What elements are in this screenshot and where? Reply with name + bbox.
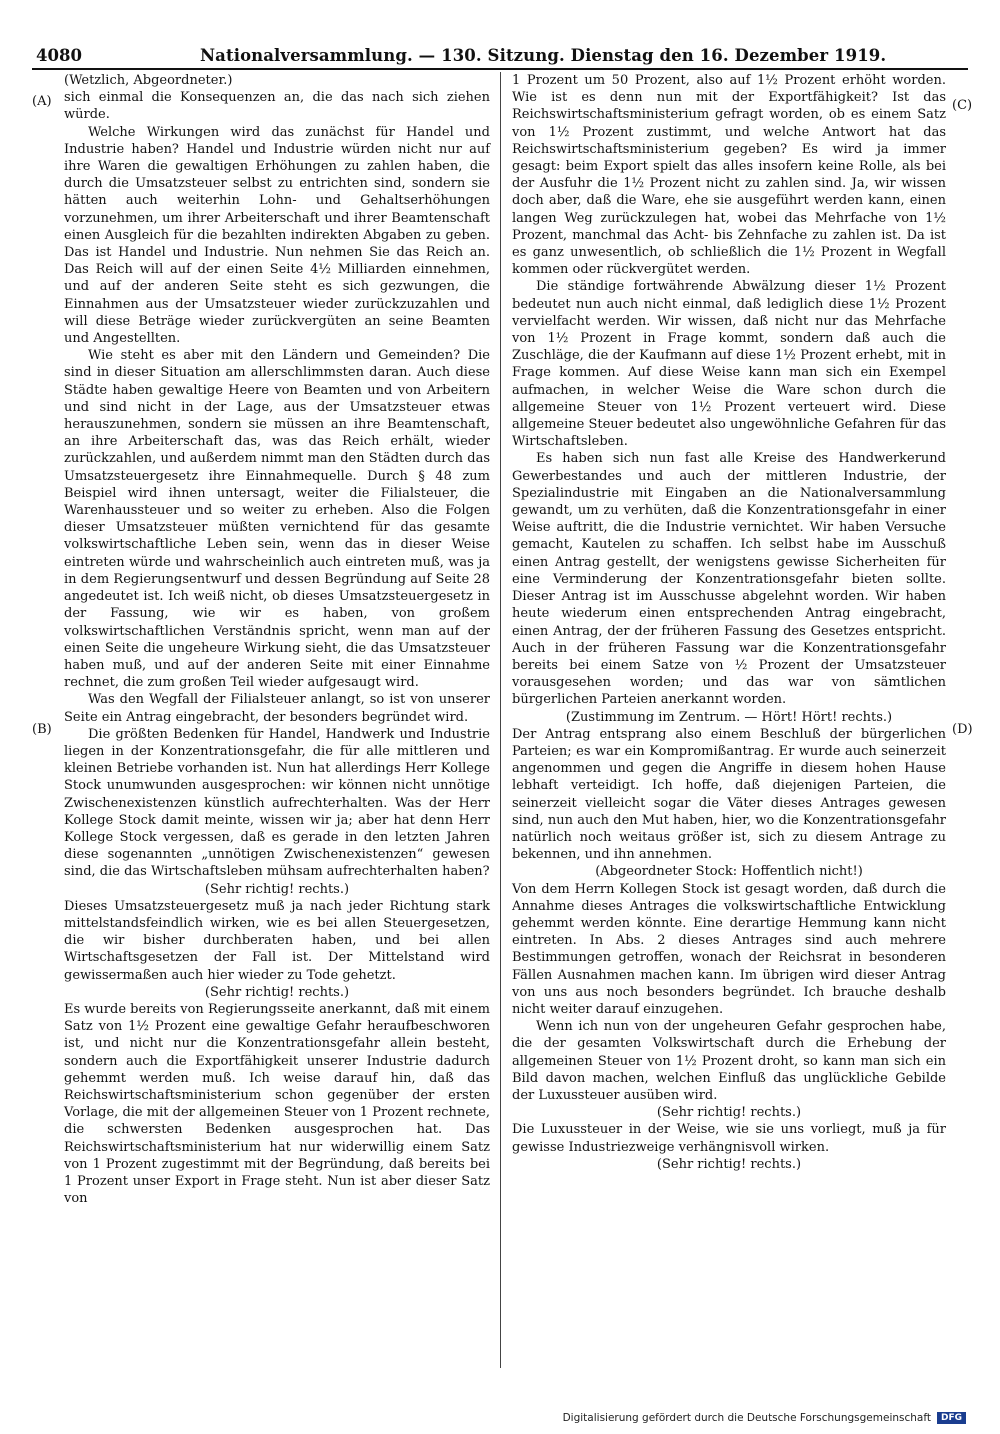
right-column — [512, 72, 946, 1173]
column-divider — [500, 72, 501, 1368]
running-title: Nationalversammlung. — 130. Sitzung. Dienstag den 16. Dezember 1919. — [200, 46, 887, 65]
paragraph: Wie steht es aber mit den Ländern und Gemeinden? Die sind in dieser Situation am allerschlimmsten daran. Auch diese Städte haben gewaltige Heere von Beamten und von Arbeitern und sind nicht in der Lage, aus der Umsatzsteuer etwas herauszunehmen, sondern sie müssen an ihre Beamtenschaft, an ihre Arbeiterschaft das, was das Reich erhält, wieder zurückzahlen, und außerdem nimmt man den Städten durch das Umsatzsteuergesetz ihre Einnahmequelle. Durch § 48 zum Beispiel wird ihnen untersagt, weiter die Filialsteuer, die Warenhaussteuer und so weiter zu erheben. Also die Folgen dieser Umsatzsteuer müßten vernichtend für das gesamte volkswirtschaftliche Leben sein, wenn das in dieser Weise eintreten würde und wahrscheinlich auch eintreten muß, was ja in dem Regierungsentwurf und dessen Begründung auf Seite 28 angedeutet ist. Ich weiß nicht, ob dieses Umsatzsteuergesetz in der Fassung, wie wir es haben, von großem volkswirtschaftlichen Verständnis spricht, wenn man auf der einen Seite die ungeheure Wirkung sieht, die das Umsatzsteuer haben muß, und auf der anderen Seite mit einer Einnahme rechnet, die zum großen Teil wieder aufgesaugt wird. — [64, 348, 490, 691]
interjection: (Sehr richtig! rechts.) — [204, 881, 350, 897]
margin-marker-d: (D) — [952, 722, 973, 737]
paragraph: Dieses Umsatzsteuergesetz muß ja nach jeder Richtung stark mittelstandsfeindlich wirken, wie es bei allen Steuergesetzen, die wir bisher durchberaten haben, und bei allen Wirtschaftsgesetzen der Fall ist. Der Mittelstand wird gewissermaßen auch hier wieder zu Tode gehetzt. — [64, 898, 490, 983]
paragraph: Wenn ich nun von der ungeheuren Gefahr gesprochen habe, die der gesamten Volkswirtschaft durch die Erhebung der allgemeinen Steuer von 1½ Prozent droht, so kann man sich ein Bild davon machen, welchen Einfluß das unglückliche Gebilde der Luxussteuer ausüben wird. — [512, 1019, 946, 1103]
left-column — [64, 72, 490, 1207]
page-header — [32, 44, 968, 70]
margin-marker-b: (B) — [32, 722, 52, 737]
paragraph: Es wurde bereits von Regierungsseite anerkannt, daß mit einem Satz von 1½ Prozent eine gewaltige Gefahr heraufbeschworen ist, und nicht nur die Konzentrationsgefahr allein besteht, sondern auch die Exportfähigkeit unserer Industrie dadurch gehemmt werden muß. Ich weise darauf hin, daß das Reichswirtschaftsministerium schon gegenüber der ersten Vorlage, die mit der allgemeinen Steuer von 1 Prozent rechnete, die schwersten Bedenken ausgesprochen hat. Das Reichswirtschaftsministerium hat nur widerwillig einem Satz von 1 Prozent zugestimmt mit der Begründung, daß bereits bei 1 Prozent unser Export in Frage steht. Nun ist aber dieser Satz von — [64, 1001, 490, 1207]
interjection: (Sehr richtig! rechts.) — [204, 984, 350, 1000]
interjection: (Abgeordneter Stock: Hoffentlich nicht!) — [595, 864, 863, 880]
paragraph: 1 Prozent um 50 Prozent, also auf 1½ Prozent erhöht worden. Wie ist es denn nun mit der Exportfähigkeit? Ist das Reichswirtschaftsministerium gefragt worden, ob es einem Satz von 1½ Prozent zustimmt, und welche Antwort hat das Reichswirtschaftsministerium gegeben? Es wird ja immer gesagt: beim Export spielt das alles insofern keine Rolle, als bei der Ausfuhr die 1½ Prozent nicht zu zahlen sind. Ja, wir wissen doch aber, daß die Ware, ehe sie ausgeführt werden kann, einen langen Weg zurückzulegen hat, wobei das Mehrfache von 1½ Prozent, manchmal das Acht- bis Zehnfache zu zahlen ist. Da ist es ganz unwesentlich, ob schließlich die 1½ Prozent in Wegfall kommen oder rückvergütet werden. — [512, 73, 946, 278]
interjection: (Sehr richtig! rechts.) — [656, 1156, 802, 1172]
paragraph: sich einmal die Konsequenzen an, die das nach sich ziehen würde. — [64, 90, 490, 123]
interjection: (Zustimmung im Zentrum. — Hört! Hört! rechts.) — [565, 709, 893, 725]
margin-marker-c: (C) — [952, 98, 973, 113]
dfg-logo-icon: DFG — [937, 1412, 966, 1424]
paragraph: Was den Wegfall der Filialsteuer anlangt, so ist von unserer Seite ein Antrag eingebracht, der besonders begründet wird. — [64, 692, 490, 725]
footer-credit: Digitalisierung gefördert durch die Deutsche Forschungsgemeinschaft — [562, 1412, 931, 1424]
paragraph: Welche Wirkungen wird das zunächst für Handel und Industrie haben? Handel und Industrie würden nicht nur auf ihre Waren die gewaltigen Erhöhungen zu zahlen haben, die durch die Umsatzsteuer selbst zu entrichten sind, sondern sie hätten auch weiterhin Lohn- und Gehaltserhöhungen vorzunehmen, um ihrer Arbeiterschaft und ihrer Beamtenschaft einen Ausgleich für die bezahlten indirekten Abgaben zu geben. Das ist Handel und Industrie. Nun nehmen Sie das Reich an. Das Reich will auf der einen Seite 4½ Milliarden einnehmen, und auf der anderen Seite steht es sich gezwungen, die Einnahmen aus der Umsatzsteuer wieder zurückzuzahlen und will diese Beträge wieder zurückvergüten an seine Beamten und Angestellten. — [64, 124, 490, 347]
paragraph: Die ständige fortwährende Abwälzung dieser 1½ Prozent bedeutet nun auch nicht einmal, daß lediglich diese 1½ Prozent vervielfacht werden. Wir wissen, daß nicht nur das Mehrfache von 1½ Prozent in Frage kommt, sondern daß auch die Zuschläge, die der Kaufmann auf diese 1½ Prozent erhebt, mit in Frage kommen. Auf diese Weise kann man sich ein Exempel aufmachen, in welcher Weise die Ware schon durch die allgemeine Steuer von 1½ Prozent verteuert wird. Diese allgemeine Steuer bedeutet also ungewöhnliche Gefahren für das Wirtschaftsleben. — [512, 279, 946, 450]
interjection: (Sehr richtig! rechts.) — [656, 1105, 802, 1121]
paragraph: Von dem Herrn Kollegen Stock ist gesagt worden, daß durch die Annahme dieses Antrages die volkswirtschaftliche Entwicklung gehemmt werden könnte. Eine derartige Hemmung kann nicht eintreten. In Abs. 2 dieses Antrages sind auch mehrere Bestimmungen getroffen, wonach der Reichsrat in besonderen Fällen Ausnahmen machen kann. Im übrigen wird dieser Antrag von uns aus noch besonders begründet. Ich brauche deshalb nicht weiter darauf einzugehen. — [512, 881, 946, 1017]
digitization-footer — [563, 1412, 966, 1424]
paragraph: Es haben sich nun fast alle Kreise des Handwerkerund Gewerbestandes und auch der mittleren Industrie, der Spezialindustrie mit Eingaben an die Nationalversammlung gewandt, um zu verhüten, daß die Konzentrationsgefahr in einer Weise auftritt, die die Industrie vernichtet. Wir haben Versuche gemacht, Kautelen zu schaffen. Ich selbst habe im Ausschuß einen Antrag gestellt, der wenigstens gewisse Sicherheiten für eine Verminderung der Konzentrationsgefahr bieten sollte. Dieser Antrag ist im Ausschusse abgelehnt worden. Wir haben heute wiederum einen entsprechenden Antrag eingebracht, einen Antrag, der der früheren Fassung des Gesetzes entspricht. Auch in der früheren Fassung war die Konzentrationsgefahr bereits bei einem Satze von ½ Prozent der Umsatzsteuer vorausgesehen worden; und das war von sämtlichen bürgerlichen Parteien anerkannt worden. — [512, 451, 946, 708]
paragraph: Die Luxussteuer in der Weise, wie sie uns vorliegt, muß ja für gewisse Industriezweige verhängnisvoll wirken. — [512, 1122, 946, 1155]
page-number: 4080 — [36, 46, 82, 65]
paragraph: Der Antrag entsprang also einem Beschluß der bürgerlichen Parteien; es war ein Kompromißantrag. Er wurde auch seinerzeit angenommen und gegen die Angriffe in diesem hohen Hause lebhaft verteidigt. Ich hoffe, daß diejenigen Parteien, die seinerzeit vielleicht sogar die Väter dieses Antrages gewesen sind, nun auch den Mut haben, hier, wo die Konzentrationsgefahr natürlich noch weitaus größer ist, sich zu diesem Antrage zu bekennen, und ihn annehmen. — [512, 726, 946, 863]
paragraph: Die größten Bedenken für Handel, Handwerk und Industrie liegen in der Konzentrationsgefahr, die für alle mittleren und kleinen Betriebe vorhanden ist. Nun hat allerdings Herr Kollege Stock unumwunden ausgesprochen: wir können nicht unnötige Zwischenexistenzen künstlich aufrechterhalten. Was der Herr Kollege Stock damit meinte, wissen wir ja; aber hat denn Herr Kollege Stock vergessen, daß es gerade in den letzten Jahren diese sogenannten „unnötigen Zwischenexistenzen“ gewesen sind, die das Wirtschaftsleben mühsam aufrechterhalten haben? — [64, 726, 490, 880]
speaker-label: (Wetzlich, Abgeordneter.) — [64, 73, 233, 88]
margin-marker-a: (A) — [32, 94, 52, 109]
